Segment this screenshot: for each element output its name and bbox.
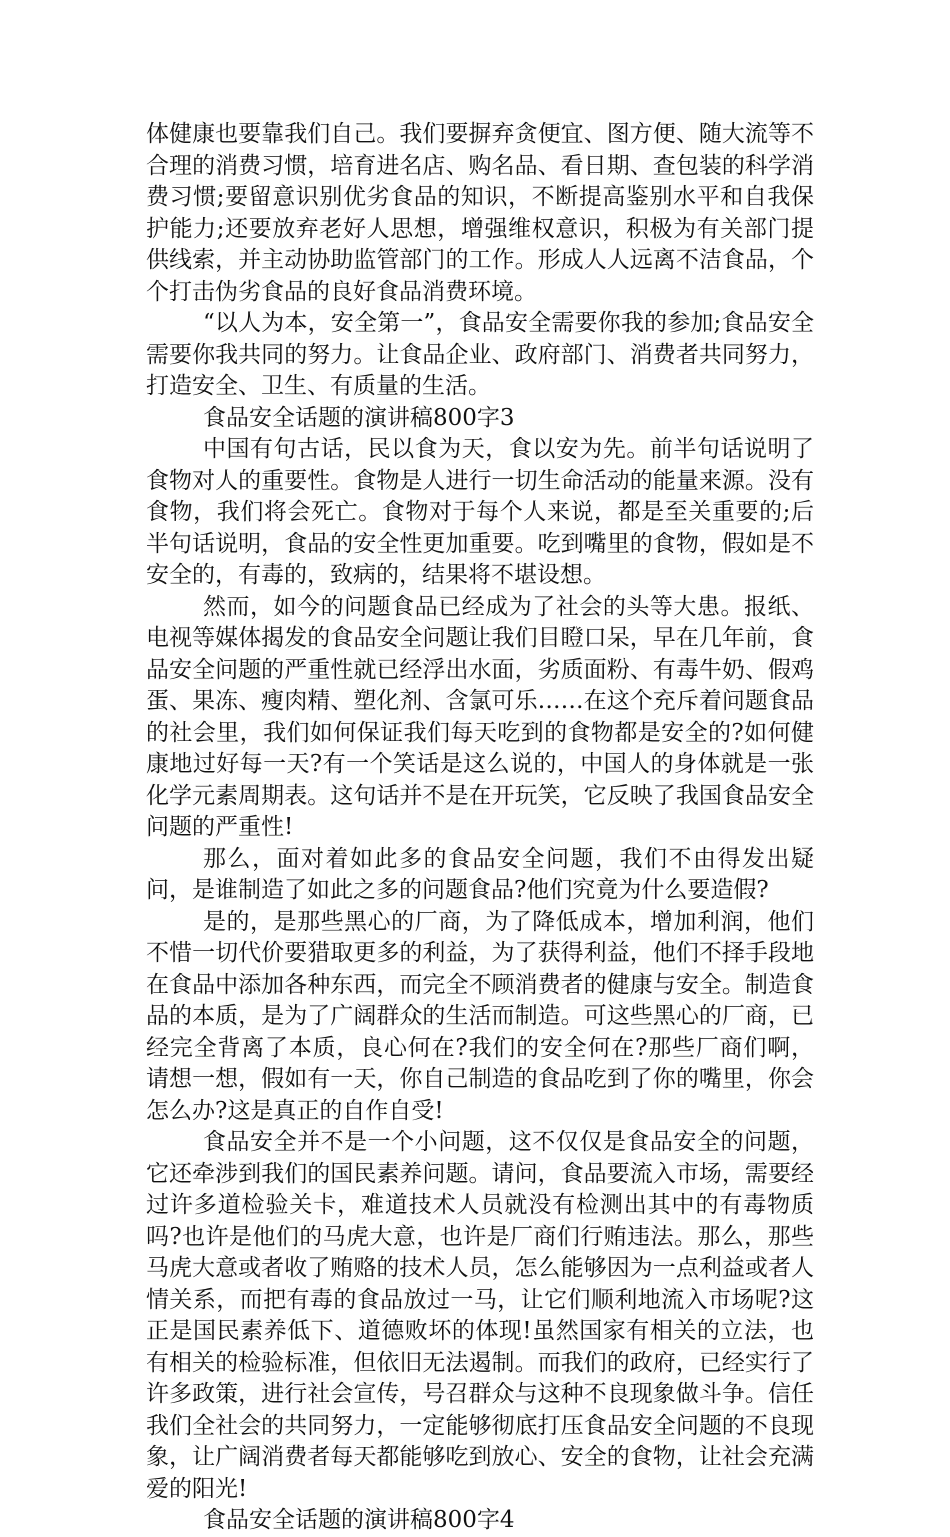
paragraph-manufacturers: 是的，是那些黑心的厂商，为了降低成本，增加利润，他们不惜一切代价要猎取更多的利益，为了获得利益，他们不择手段地在食品中添加各种东西，而完全不顾消费者的健康与安全。制造食品的本质，是为了广阔群众的生活而制造。可这些黑心的厂商，已经完全背离了本质，良心何在?我们的安全何在?那些厂商们啊，请想一想，假如有一天，你自己制造的食品吃到了你的嘴里，你会怎么办?这是真正的自作自受!: [146, 908, 814, 1124]
paragraph-continuation: 体健康也要靠我们自己。我们要摒弃贪便宜、图方便、随大流等不合理的消费习惯，培育进名店、购名品、看日期、查包装的科学消费习惯;要留意识别优劣食品的知识，不断提高鉴别水平和自我保护能力;还要放弃老好人思想，增强维权意识，积极为有关部门提供线索，并主动协助监管部门的工作。形成人人远离不洁食品，个个打击伪劣食品的良好食品消费环境。: [146, 121, 814, 305]
paragraph-problem-food: 然而，如今的问题食品已经成为了社会的头等大患。报纸、电视等媒体揭发的食品安全问题让我们目瞪口呆，早在几年前，食品安全问题的严重性就已经浮出水面，劣质面粉、有毒牛奶、假鸡蛋、果冻、瘦肉精、塑化剂、含氯可乐……在这个充斥着问题食品的社会里，我们如何保证我们每天吃到的食物都是安全的?如何健康地过好每一天?有一个笑话是这么说的，中国人的身体就是一张化学元素周期表。这句话并不是在开玩笑，它反映了我国食品安全问题的严重性!: [146, 593, 814, 840]
section-heading-4: 食品安全话题的演讲稿800字4: [203, 1507, 515, 1533]
paragraph-national-quality: 食品安全并不是一个小问题，这不仅仅是食品安全的问题，它还牵涉到我们的国民素养问题。请问，食品要流入市场，需要经过许多道检验关卡，难道技术人员就没有检测出其中的有毒物质吗?也许是他们的马虎大意，也许是厂商们行贿违法。那么，那些马虎大意或者收了贿赂的技术人员，怎么能够因为一点利益或者人情关系，而把有毒的食品放过一马，让它们顺利地流入市场呢?这正是国民素养低下、道德败坏的体现!虽然国家有相关的立法，也有相关的检验标准，但依旧无法遏制。而我们的政府，已经实行了许多政策，进行社会宣传，号召群众与这种不良现象做斗争。信任我们全社会的共同努力，一定能够彻底打压食品安全问题的不良现象，让广阔消费者每天都能够吃到放心、安全的食物，让社会充满爱的阳光!: [146, 1129, 814, 1502]
document-body: [146, 119, 814, 1537]
section-heading-3: 食品安全话题的演讲稿800字3: [203, 404, 515, 431]
paragraph-slogan: “以人为本，安全第一”，食品安全需要你我的参加;食品安全需要你我共同的努力。让食品企业、政府部门、消费者共同努力，打造安全、卫生、有质量的生活。: [146, 310, 815, 399]
paragraph-question: 那么，面对着如此多的食品安全问题，我们不由得发出疑问，是谁制造了如此之多的问题食品?他们究竟为什么要造假?: [146, 845, 814, 903]
paragraph-proverb: 中国有句古话，民以食为天，食以安为先。前半句话说明了食物对人的重要性。食物是人进行一切生命活动的能量来源。没有食物，我们将会死亡。食物对于每个人来说，都是至关重要的;后半句话说明，食品的安全性更加重要。吃到嘴里的食物，假如是不安全的，有毒的，致病的，结果将不堪设想。: [146, 436, 814, 588]
